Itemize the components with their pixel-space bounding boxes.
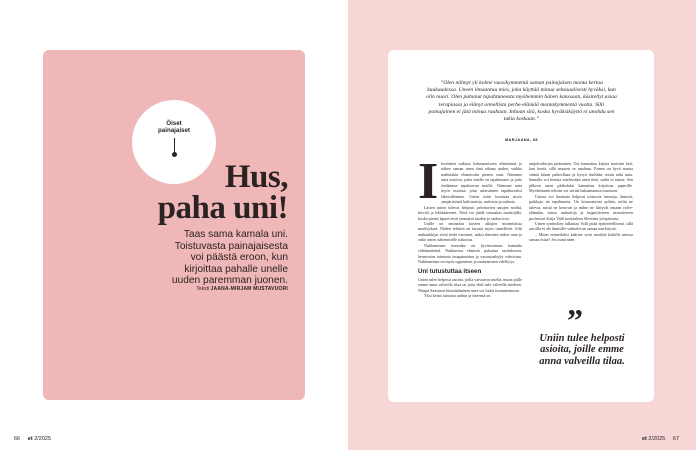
right-magazine-name: et — [642, 436, 647, 442]
left-issue: 2/2025 — [34, 436, 52, 442]
left-magazine-name: et — [27, 436, 33, 442]
left-page-number: 66 — [14, 436, 21, 442]
paragraph: Unissa voi huomata helposti toistuvia teemoja, ihmisiä, paikkoja tai tapahtumia. On kiinnostavaa pohtia, miltä ne tulevat, mistä ne kertovat ja mihin ne liittyvät omaan valve-elämään, sanoo unitutkija ja kognitiivinen neurotieteen professori Katja Valli tuottaaleen Sleviden yliopistosta. — [529, 193, 633, 221]
subheading: Uni tutustuttaa itseen — [418, 267, 482, 275]
paragraph: Lasten unien tulevat helposti pelottavien satujen noidat, hirviöt ja lohikäärmeet. Niitä voi jäädä voimakas muistijälki, koska pienet lapset eivät ymmärrä tuoden ja sadun eroa. — [418, 204, 522, 221]
text-column-2 — [529, 161, 633, 243]
left-footer — [14, 436, 51, 442]
text-column-1 — [418, 153, 522, 298]
paragraph: Unille on ominaista kuvien alkujen monenlaisia merkityksiä. Niiden tehtävä on turvata myös tiimelleset. Silti unihankkijat eivät tiedä varmasti, miksi ihminen näkee unta ja onko unien näkemiselle tarkoitus. — [418, 220, 522, 243]
badge-connector-dot — [172, 152, 177, 157]
pull-quote: Uniin tulee helposti asioita, joille emme anna valveilla tilaa. — [539, 333, 625, 367]
paragraph: lmiöinen tuikkaa kohmaneiseen elämäänsä ja näkee saman unen tänä aikana uuden, vaikka mahtaakin elämävaiin pienen osan. Näemme unta asioista, jotka meille on tapahtuneet ja joita tiedämme tapahtuvan muille. Näemme unta myös asioista, joita salaisimme tapahtuvaksi läheisillemme. Unien tulee kavuttaa myös ympäristöstä kulttuurista, uutisista ja sadusta. — [441, 161, 522, 205]
reader-quote: ”Olen nähnyt yli kolme vuosikymmentä saman painajaisen monta kertaa kuukaudessa. Uneen ilmaantuu mies, joka käyttää minua seksuaalisesti hyväksi, kun olin nuori. Olen puhunut tapahtuneesta myöhemmin hänen kanssaan, käsitellyt asiaa terapiassa ja elänyt onnellista perhe-elämää montakymmentä vuotta. Silti painajainen ei jätä minua rauhaan. Inhoan sitä, koska hyväksikäyttö ei unohdu sen takia koskaan.” — [426, 80, 617, 123]
paragraph: – Miten esimerkiksi käärme voisi merkitä kaikille unessa samaa asiaa? Jos minä näen — [529, 231, 633, 243]
paragraph: Unien tulee helposti asioita, joilla vaivaavat mieltä, mutta joille emme anna valveilla tilaa tai joita ehdi tule valveilla mieleen. Niinpä Saavinen kiinnittäminen unia voi lisätä itsetuntemusta. — [418, 276, 522, 293]
paragraph: unipäiväkirjan pitäminen. Uni kannattaa kirjata muistiin heti, kun herää, sillä muuten se unohtuu. Ennen on hyvä muuta sitmät kiinni paikoillaan ja kysyä itseltään, mistä näki unta. Samalla voi kertata mielessään unen tietä, miltä se tuntui. Sen jälkeen unen pääkohdat kannattaa kirjoittaa paperille. Myöhemmin tekstin voi siirtää haluamaansa muotoon. — [529, 161, 633, 194]
section-badge-label: Öiset painajaiset — [158, 120, 190, 134]
article-byline: Teksti JAANA-MIRJAM MUSTAVUORI — [196, 286, 288, 292]
paragraph: Yksi keino tutustua unihin ja itseensä on — [424, 292, 491, 298]
paragraph: Unien symbolien tulkintaa Valli pitää epätieteellisenä, sillä asioilla ei ole ihmisille vaihtelevan samaa merkitystä. — [529, 220, 633, 232]
paragraph: Nukkuminen itsessään on hyvinvoinnin kannalta välttämätöntä. Nukkuessa elimistö palautuu rasituksesta, hermoston toiminta tasapainottuu ja vastustuskyky vahvistuu. Nukkuminen on myös oppimisen ja muistamisen edellytys. — [418, 242, 522, 265]
right-footer — [642, 436, 679, 442]
drop-cap: I — [418, 153, 439, 210]
right-page-number: 67 — [672, 436, 680, 442]
right-issue: 2/2025 — [648, 436, 666, 442]
reader-quote-author: MARJAANA, 68 — [505, 138, 538, 142]
article-headline: Hus, paha uni! — [157, 159, 288, 226]
article-lead: Taas sama kamala uni. Toistuvasta painajaisesta voi päästä eroon, kun kirjoittaa pahalle unelle uuden paremman juonen. — [171, 229, 288, 286]
quotation-mark-icon: ” — [567, 302, 583, 338]
